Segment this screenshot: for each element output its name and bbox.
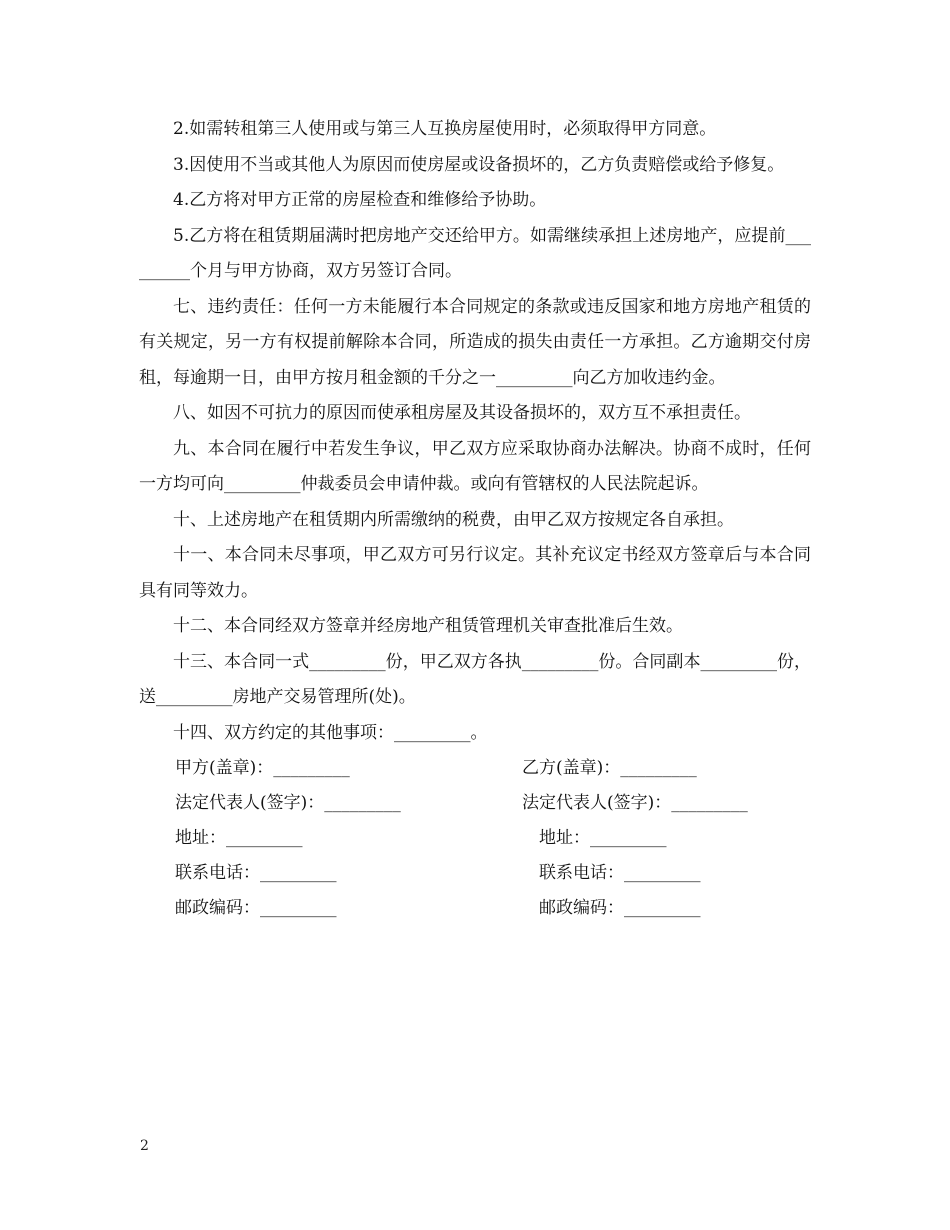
clause-breach-liability: 七、违约责任：任何一方未能履行本合同规定的条款或违反国家和地方房地产租赁的有关规定，另一方有权提前解除本合同，所造成的损失由责任一方承担。乙方逾期交付房租，每逾期一日，由甲方按月租金额的千分之一_________向乙方加收违约金。 — [139, 296, 811, 388]
party-b-phone: 联系电话：_________ — [539, 863, 701, 883]
party-a-phone: 联系电话：_________ — [175, 863, 337, 883]
clause-4: 4.乙方将对甲方正常的房屋检查和维修给予协助。 — [173, 190, 547, 210]
signature-row-phone — [139, 856, 811, 891]
clause-taxes: 十、上述房地产在租赁期内所需缴纳的税费，由甲乙双方按规定各自承担。 — [173, 509, 734, 530]
clause-5: 5.乙方将在租赁期届满时把房地产交还给甲方。如需继续承担上述房地产，应提前_________个月与甲方协商，双方另签订合同。 — [139, 225, 811, 281]
party-a-address: 地址：_________ — [175, 828, 303, 848]
signature-row-party — [139, 751, 811, 786]
clause-other-matters: 十四、双方约定的其他事项：_________。 — [173, 722, 488, 743]
party-a-seal: 甲方(盖章)：_________ — [175, 758, 350, 778]
clause-2: 2.如需转租第三人使用或与第三人互换房屋使用时，必须取得甲方同意。 — [173, 119, 717, 139]
party-a-postcode: 邮政编码：_________ — [175, 898, 337, 918]
document-body — [139, 112, 811, 966]
party-b-seal: 乙方(盖章)：_________ — [522, 758, 697, 778]
clause-3: 3.因使用不当或其他人为原因而使房屋或设备损坏的，乙方负责赔偿或给予修复。 — [173, 154, 785, 175]
party-b-address: 地址：_________ — [539, 828, 667, 848]
party-a-legal-rep: 法定代表人(签字)：_________ — [175, 793, 401, 813]
party-b-postcode: 邮政编码：_________ — [539, 898, 701, 918]
signature-block — [139, 751, 811, 966]
clause-force-majeure: 八、如因不可抗力的原因而使承租房屋及其设备损坏的，双方互不承担责任。 — [173, 403, 751, 423]
signature-row-postcode — [139, 891, 811, 926]
signature-row-legal-rep — [139, 786, 811, 821]
clause-copies: 十三、本合同一式_________份，甲乙双方各执_________份。合同副本_________份，送_________房地产交易管理所(处)。 — [139, 651, 811, 707]
page-number: 2 — [140, 1138, 149, 1154]
clause-effective: 十二、本合同经双方签章并经房地产租赁管理机关审查批准后生效。 — [173, 616, 683, 636]
clause-dispute: 九、本合同在履行中若发生争议，甲乙双方应采取协商办法解决。协商不成时，任何一方均可向_________仲裁委员会申请仲裁。或向有管辖权的人民法院起诉。 — [139, 438, 811, 494]
party-b-legal-rep: 法定代表人(签字)：_________ — [522, 793, 748, 813]
clause-supplement: 十一、本合同未尽事项，甲乙双方可另行议定。其补充议定书经双方签章后与本合同具有同等效力。 — [139, 545, 811, 601]
signature-row-address — [139, 821, 811, 856]
